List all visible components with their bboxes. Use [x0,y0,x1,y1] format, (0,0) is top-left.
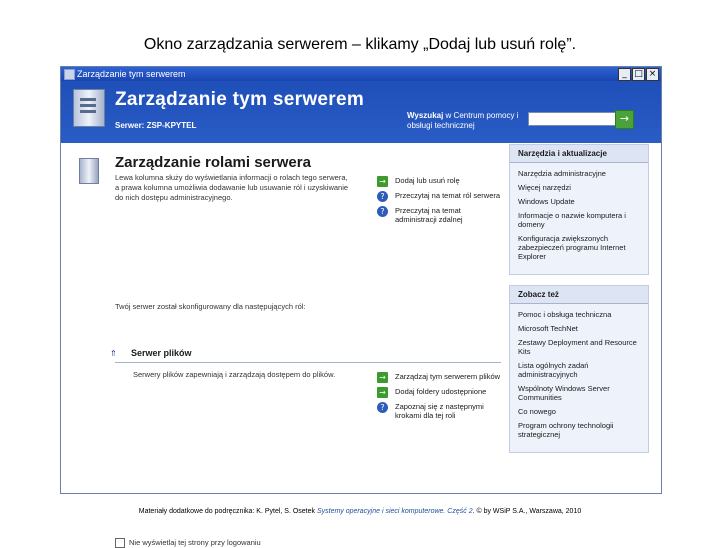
close-button[interactable]: × [646,68,659,81]
tools-panel-title: Narzędzia i aktualizacje [510,145,648,163]
next-steps-link[interactable] [377,402,501,420]
read-remote-admin-link[interactable] [377,206,501,224]
green-arrow-icon: → [377,387,388,398]
header-banner [61,81,661,143]
arrow-right-icon: → [619,112,630,125]
manage-file-server-link[interactable] [377,372,501,381]
roles-actions [377,176,501,230]
dont-show-checkbox[interactable] [115,538,125,548]
footer-book-title: Systemy operacyjne i sieci komputerowe. Część 2 [316,508,473,515]
window-title: Zarządzanie tym serwerem [77,69,186,79]
server-roles-icon [79,158,99,184]
search-label-rest: w Centrum pomocy i obsługi technicznej [407,111,519,130]
collapse-icon[interactable]: ⇑ [110,349,117,358]
see-also-link[interactable]: Microsoft TechNet [518,324,578,333]
action-label: Dodaj foldery udostępnione [395,387,487,396]
action-label: Zarządzaj tym serwerem plików [395,372,501,381]
roles-description: Lewa kolumna służy do wyświetlania informacji o rolach tego serwera, a prawa kolumna umożliwia dodawanie lub usuwanie ról i uzyskiwanie do nich dostępu administracyjnego. [115,173,349,202]
server-name: Serwer: ZSP-KPYTEL [115,121,197,130]
see-also-link[interactable]: Wspólnoty Windows Server Communities [518,384,610,402]
search-input[interactable] [528,112,616,126]
action-label: Przeczytaj na temat administracji zdalnej [395,206,463,224]
add-remove-role-link[interactable] [377,176,501,185]
tools-link[interactable]: Informacje o nazwie komputera i domeny [518,211,626,229]
role-file-server-header[interactable] [110,348,501,363]
checkbox-label: Nie wyświetlaj tej strony przy logowaniu [129,538,261,547]
tools-link[interactable]: Więcej narzędzi [518,183,571,192]
maximize-button[interactable]: □ [632,68,645,81]
dont-show-at-logon[interactable] [115,538,261,548]
see-also-title: Zobacz też [510,286,648,304]
tools-link[interactable]: Narzędzia administracyjne [518,169,606,178]
sidebar [509,144,649,463]
roles-section-title: Zarządzanie rolami serwera [115,154,311,171]
see-also-link[interactable]: Pomoc i obsługa techniczna [518,310,612,319]
window-controls [618,68,659,81]
see-also-link[interactable]: Lista ogólnych zadań administracyjnych [518,361,589,379]
help-icon: ? [377,402,388,413]
tools-link[interactable]: Windows Update [518,197,575,206]
role-name: Serwer plików [131,348,192,358]
role-description: Serwery plików zapewniają i zarządzają dostępem do plików. [133,370,336,379]
app-icon [64,69,75,80]
help-icon: ? [377,191,388,202]
footer-prefix: Materiały dodatkowe do podręcznika: K. Pytel, S. Osetek [138,508,317,515]
footer-suffix: . © by WSiP S.A., Warszawa, 2010 [472,508,582,515]
green-arrow-icon: → [377,176,388,187]
search-label-bold: Wyszukaj [407,111,444,120]
configured-roles-text: Twój serwer został skonfigurowany dla następujących ról: [115,302,306,311]
action-label: Zapoznaj się z następnymi krokami dla tej roli [395,402,484,420]
see-also-panel [509,285,649,453]
tools-link[interactable]: Konfiguracja zwiększonych zabezpieczeń programu Internet Explorer [518,234,626,261]
file-server-actions [377,372,501,426]
page-title: Zarządzanie tym serwerem [115,89,365,110]
action-label: Dodaj lub usuń rolę [395,176,460,185]
see-also-link[interactable]: Co nowego [518,407,556,416]
see-also-link[interactable]: Zestawy Deployment and Resource Kits [518,338,637,356]
tools-panel [509,144,649,275]
see-also-link[interactable]: Program ochrony technologii strategicznej [518,421,614,439]
server-icon [73,89,105,127]
minimize-button[interactable]: _ [618,68,631,81]
green-arrow-icon: → [377,372,388,383]
search-label [407,111,527,131]
slide-footer [0,508,720,515]
add-shared-folders-link[interactable] [377,387,501,396]
slide-title: Okno zarządzania serwerem – klikamy „Dodaj lub usuń rolę”. [143,36,577,53]
window-titlebar [61,67,661,81]
search-go-button[interactable] [615,110,634,129]
action-label: Przeczytaj na temat ról serwera [395,191,501,200]
help-icon: ? [377,206,388,217]
read-server-roles-link[interactable] [377,191,501,200]
